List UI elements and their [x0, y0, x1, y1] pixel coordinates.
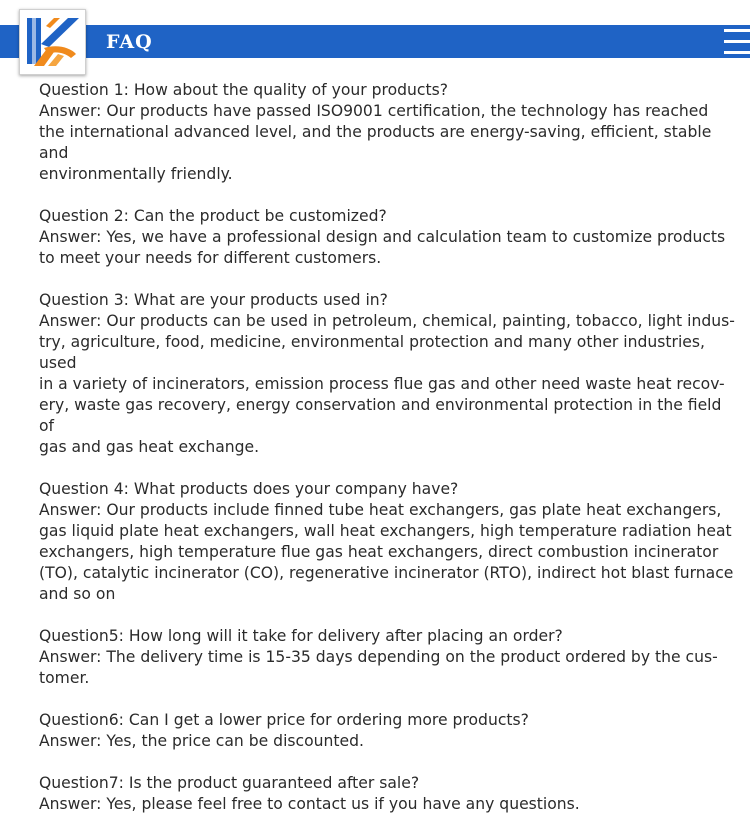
faq-question: Question 2: Can the product be customized? — [39, 207, 387, 225]
faq-answer: Answer: Our products can be used in petroleum, chemical, painting, tobacco, light indus- try, agriculture, food, medicine, environmental protection and many other industries, used in a variety of incinerators, emission process flue gas and other need waste heat recov- ery, waste gas recovery, energy conservation and environmental protection in the field of gas and gas heat exchange. — [39, 312, 735, 456]
faq-item-6 — [39, 710, 739, 752]
faq-item-3 — [39, 290, 739, 458]
page-title: FAQ — [106, 31, 153, 53]
faq-answer: Answer: Yes, please feel free to contact us if you have any questions. — [39, 795, 580, 813]
hamburger-menu-icon[interactable] — [724, 29, 750, 54]
faq-list — [39, 80, 739, 836]
faq-item-1 — [39, 80, 739, 185]
faq-question: Question7: Is the product guaranteed after sale? — [39, 774, 420, 792]
faq-item-4 — [39, 479, 739, 605]
faq-answer: Answer: The delivery time is 15-35 days depending on the product ordered by the cus- tomer. — [39, 648, 718, 687]
faq-question: Question 3: What are your products used in? — [39, 291, 388, 309]
faq-question: Question 4: What products does your company have? — [39, 480, 459, 498]
company-logo-icon — [19, 9, 86, 75]
faq-question: Question 1: How about the quality of your products? — [39, 81, 448, 99]
faq-question: Question5: How long will it take for delivery after placing an order? — [39, 627, 563, 645]
faq-answer: Answer: Yes, the price can be discounted. — [39, 732, 364, 750]
faq-answer: Answer: Our products have passed ISO9001 certification, the technology has reached the international advanced level, and the products are energy-saving, efficient, stable and environmentally friendly. — [39, 102, 712, 183]
faq-answer: Answer: Our products include finned tube heat exchangers, gas plate heat exchangers, gas liquid plate heat exchangers, wall heat exchangers, high temperature radiation heat exchangers, high temperature flue gas heat exchangers, direct combustion incinerator (TO), catalytic incinerator (CO), regenerative incinerator (RTO), indirect hot blast furnace and so on — [39, 501, 734, 603]
faq-answer: Answer: Yes, we have a professional design and calculation team to customize products to meet your needs for different customers. — [39, 228, 726, 267]
faq-item-2 — [39, 206, 739, 269]
faq-item-7 — [39, 773, 739, 815]
faq-item-5 — [39, 626, 739, 689]
faq-question: Question6: Can I get a lower price for ordering more products? — [39, 711, 529, 729]
